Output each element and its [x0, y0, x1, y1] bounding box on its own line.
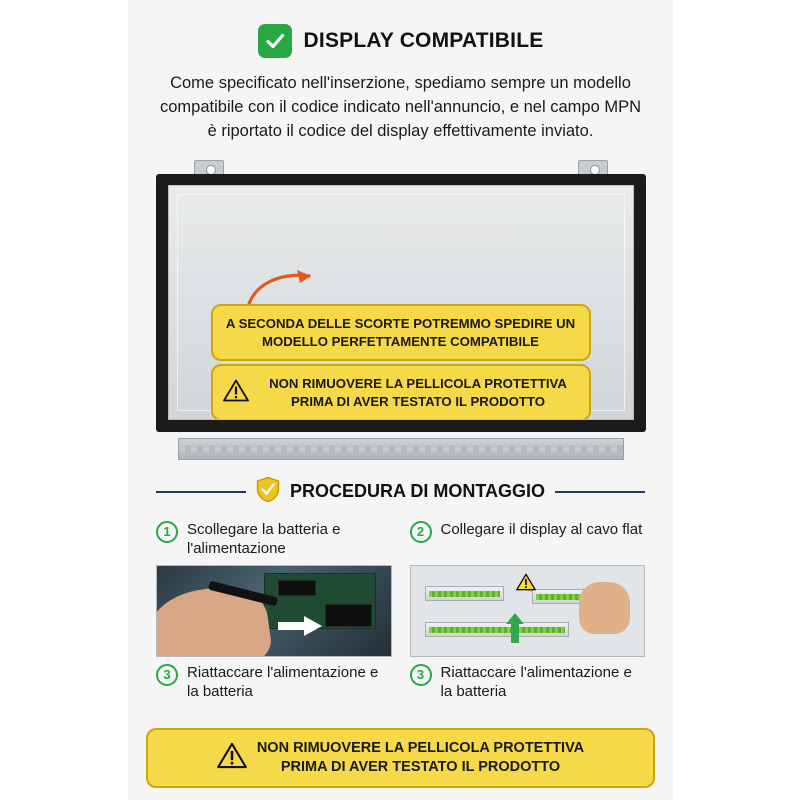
laptop-internals-photo [156, 565, 392, 657]
step-label: Scollegare la batteria e l'alimentazione [187, 520, 341, 558]
arrow-up-icon [506, 613, 524, 648]
step-number: 3 [156, 664, 178, 686]
compatibility-notice: A SECONDA DELLE SCORTE POTREMMO SPEDIRE UN MODELLO PERFETTAMENTE COMPATIBILE [211, 304, 591, 362]
content-sheet [128, 0, 673, 800]
step-item [156, 663, 392, 702]
display-illustration [156, 160, 646, 460]
divider-left [156, 491, 246, 493]
protective-film-notice-text: NON RIMUOVERE LA PELLICOLA PROTETTIVA PRIMA DI AVER TESTATO IL PRODOTTO [269, 375, 567, 409]
connector-graphic [425, 586, 504, 601]
flat-cable-connector-photo [410, 565, 646, 657]
procedure-title: PROCEDURA DI MONTAGGIO [290, 481, 545, 502]
step-label: Riattaccare l'alimentazione e la batteria [440, 663, 632, 701]
base-texture [179, 445, 623, 452]
bottom-warning-text [257, 739, 584, 777]
bottom-warning-line2: PRIMA DI AVER TESTATO IL PRODOTTO [280, 759, 561, 776]
procedure-steps [156, 520, 645, 702]
shield-icon [256, 476, 280, 508]
arrow-right-icon [278, 616, 322, 641]
header [128, 24, 673, 58]
step-item [410, 663, 646, 702]
chip-graphic [278, 580, 315, 596]
protective-film-notice [211, 364, 591, 420]
step-item [156, 520, 392, 559]
mount-bracket-left [194, 160, 224, 175]
warning-triangle-icon [516, 573, 536, 596]
page-title: DISPLAY COMPATIBILE [303, 29, 544, 52]
step-number: 2 [410, 521, 432, 543]
check-badge-icon [258, 24, 292, 58]
step-number: 3 [410, 664, 432, 686]
mount-bracket-right [578, 160, 608, 175]
display-base-strip [178, 438, 624, 460]
intro-paragraph: Come specificato nell'inserzione, spediamo sempre un modello compatibile con il codice indicato nell'annuncio, e nel campo MPN è riportato il codice del display effettivamente inviato. [160, 74, 641, 140]
procedure-heading [156, 476, 645, 508]
display-panel [168, 185, 634, 420]
step-number: 1 [156, 521, 178, 543]
bottom-warning-banner [146, 728, 655, 788]
battery-graphic [325, 604, 372, 627]
step-label: Collegare il display al cavo flat [440, 520, 643, 538]
step-item [410, 520, 646, 559]
finger-graphic [579, 582, 630, 634]
divider-right [555, 491, 645, 493]
warning-triangle-icon [223, 379, 249, 407]
step-label: Riattaccare l'alimentazione e la batteria [187, 663, 379, 701]
connector-graphic [425, 622, 570, 637]
warning-triangle-icon [217, 742, 247, 775]
display-bezel [156, 174, 646, 432]
bottom-warning-line1: NON RIMUOVERE LA PELLICOLA PROTETTIVA [256, 740, 585, 757]
